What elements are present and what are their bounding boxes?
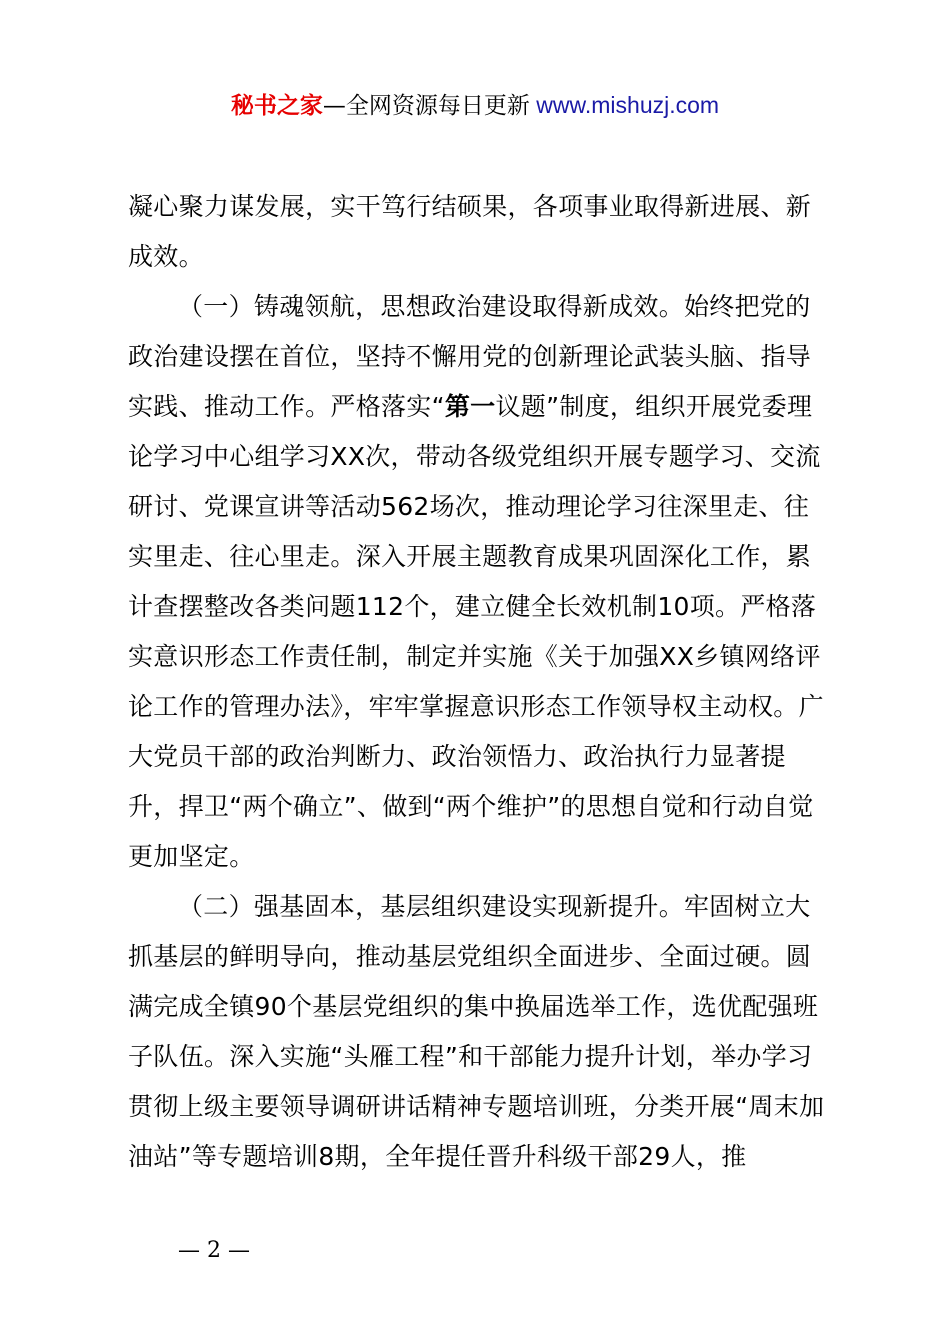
header-slogan: —全网资源每日更新 bbox=[322, 93, 530, 119]
brand-name: 秘书之家 bbox=[230, 93, 323, 119]
paragraph-section-1 bbox=[128, 282, 834, 882]
paragraph-text: 议题”制度，组织开展党委理论学习中心组学习XX次，带动各级党组织开展专题学习、交流研讨、党课宣讲等活动562场次，推动理论学习往深里走、往实里走、往心里走。深入开展主题教育成果巩固深化工作，累计查摆整改各类问题112个，建立健全长效机制10项。严格落实意识形态工作责任制，制定并实施《关于加强XX乡镇网络评论工作的管理办法》，牢牢掌握意识形态工作领导权主动权。广大党员干部的政治判断力、政治领悟力、政治执行力显著提升，捍卫“两个确立”、做到“两个维护”的思想自觉和行动自觉更加坚定。 bbox=[128, 392, 824, 871]
paragraph-continuation: 凝心聚力谋发展，实干笃行结硕果，各项事业取得新进展、新成效。 bbox=[128, 192, 812, 271]
paragraph-text: （一）铸魂领航，思想政治建设取得新成效。始终把党的政治建设摆在首位，坚持不懈用党的创新理论武装头脑、指导实践、推动工作。严格落实“ bbox=[128, 292, 812, 421]
paragraph-section-2: （二）强基固本，基层组织建设实现新提升。牢固树立大抓基层的鲜明导向，推动基层党组织全面进步、全面过硬。圆满完成全镇90个基层党组织的集中换届选举工作，选优配强班子队伍。深入实施“头雁工程”和干部能力提升计划，举办学习贯彻上级主要领导调研讲话精神专题培训班，分类开展“周末加油站”等专题培训8期，全年提任晋升科级干部29人，推 bbox=[128, 892, 825, 1171]
page-header bbox=[0, 88, 950, 123]
bold-emphasis: 第一 bbox=[444, 392, 496, 421]
page-number: — 2 — bbox=[178, 1238, 250, 1263]
header-url[interactable]: www.mishuzj.com bbox=[529, 92, 720, 118]
document-body bbox=[128, 182, 834, 1182]
